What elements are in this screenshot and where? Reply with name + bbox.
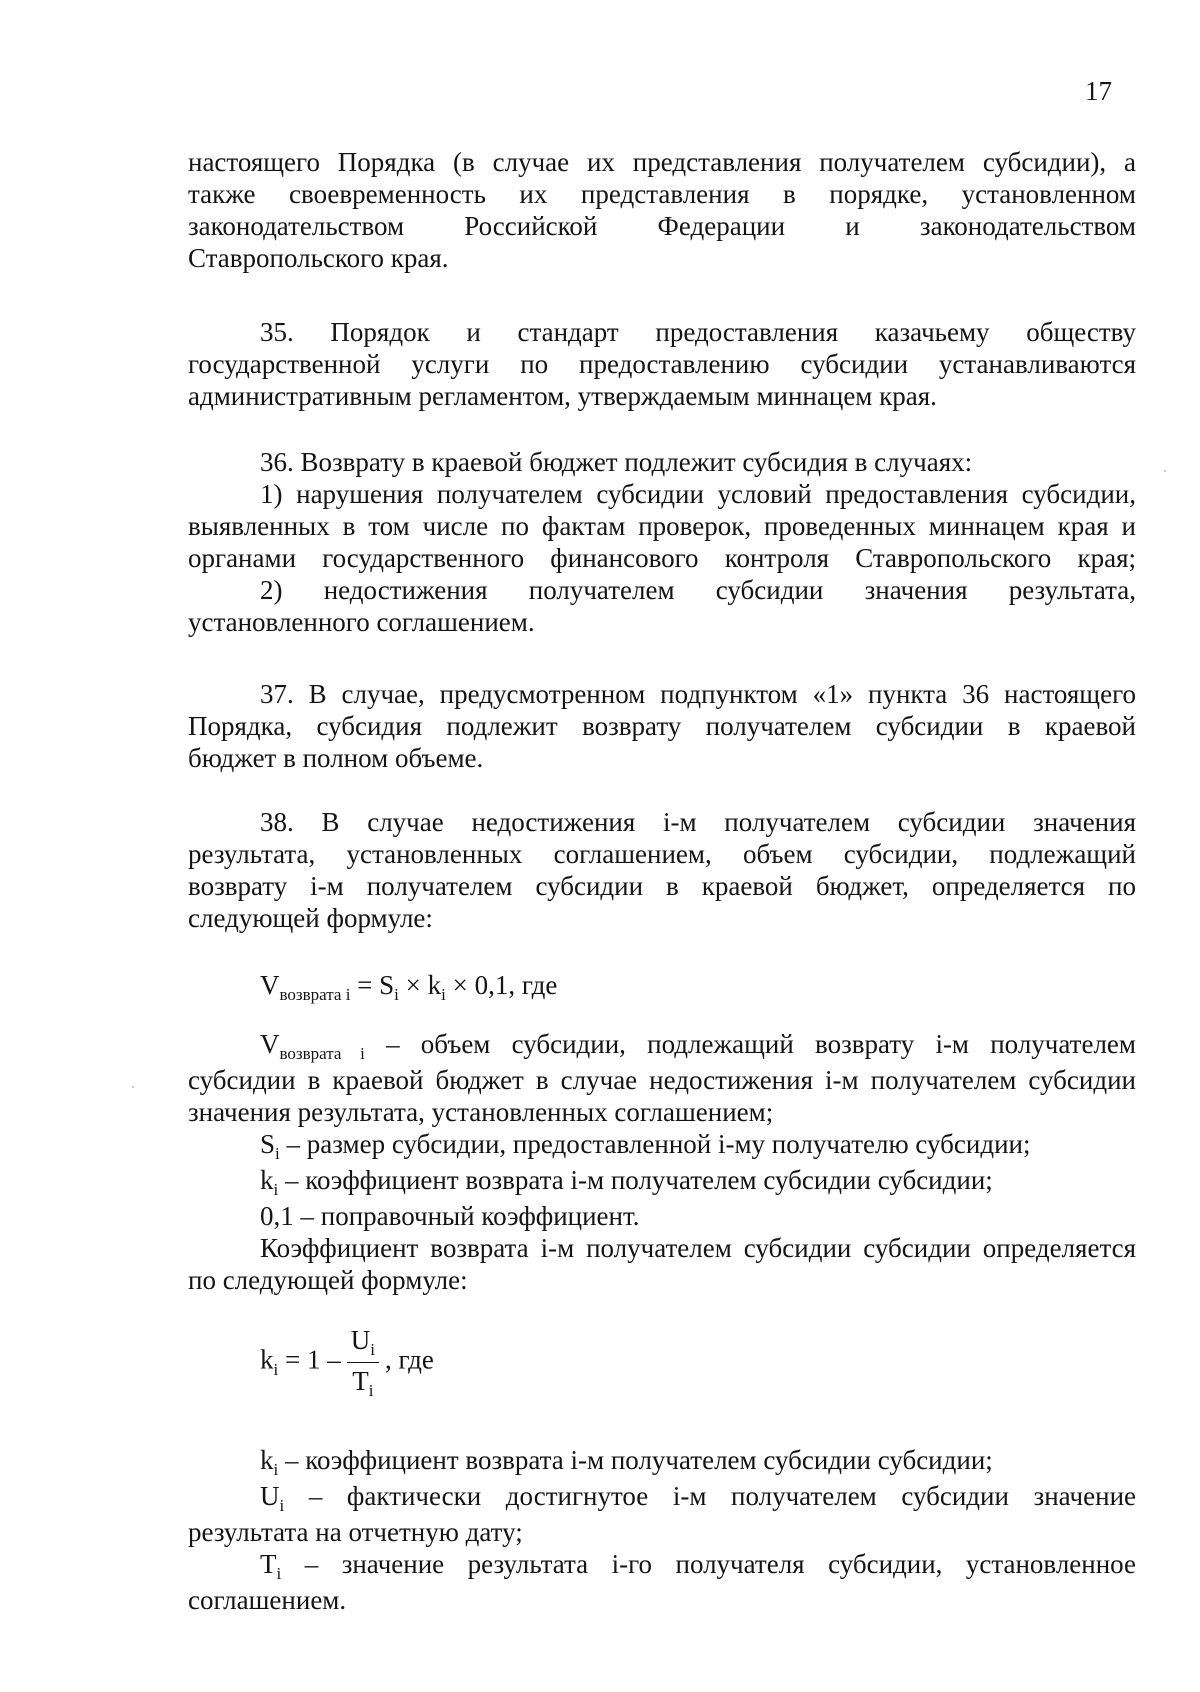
scan-speck bbox=[132, 1086, 134, 1088]
formula-subscript: i bbox=[273, 1359, 279, 1379]
intro-paragraph bbox=[188, 146, 1136, 274]
formula-text: = 1 – bbox=[278, 1344, 341, 1375]
definitions-block-2 bbox=[188, 1444, 1136, 1616]
formula-return-volume bbox=[260, 970, 558, 1004]
formula-subscript: i bbox=[441, 985, 446, 1004]
paragraph-37 bbox=[188, 678, 1136, 774]
text-line: 2) недостижения получателем субсидии значения результата, bbox=[260, 575, 1136, 605]
formula-subscript: возврата i bbox=[279, 1044, 365, 1063]
text-line: возврату i-м получателем субсидии в краевой бюджет, определяется по bbox=[188, 871, 1136, 901]
text-line: органами государственного финансового контроля Ставропольского края; bbox=[188, 543, 1136, 573]
text-line: результата, установленных соглашением, объем субсидии, подлежащий bbox=[188, 839, 1136, 869]
text-line: по следующей формуле: bbox=[188, 1265, 468, 1295]
fraction-denominator bbox=[347, 1365, 379, 1401]
formula-subscript: i bbox=[279, 1496, 285, 1515]
text-line: выявленных в том числе по фактам проверок, проведенных миннацем края и bbox=[188, 511, 1136, 541]
definitions-block bbox=[188, 1028, 1136, 1296]
formula-subscript: i bbox=[394, 985, 399, 1004]
definition-text: – объем субсидии, подлежащий возврату i-м получателем bbox=[364, 1029, 1136, 1059]
scan-speck bbox=[1164, 470, 1166, 472]
text-line: результата на отчетную дату; bbox=[188, 1517, 523, 1547]
formula-symbol: V bbox=[260, 1029, 280, 1059]
formula-return-coefficient bbox=[260, 1324, 434, 1401]
definition-text: – размер субсидии, предоставленной i-му получателю субсидии; bbox=[279, 1129, 1031, 1159]
formula-symbol: U bbox=[260, 1481, 280, 1511]
formula-subscript: i bbox=[273, 1460, 279, 1479]
formula-subscript: i bbox=[275, 1144, 280, 1163]
formula-text: , где bbox=[384, 1344, 434, 1375]
definition-text: – фактически достигнутое i-м получателем субсидии значение bbox=[284, 1481, 1136, 1511]
formula-symbol: k bbox=[260, 1165, 274, 1195]
text-line: административным регламентом, утверждаемым миннацем края. bbox=[188, 381, 937, 411]
page-number: 17 bbox=[1085, 76, 1112, 106]
text-line: бюджет в полном объеме. bbox=[188, 743, 484, 773]
text-line: следующей формуле: bbox=[188, 903, 433, 933]
formula-symbol: V bbox=[260, 970, 280, 1000]
definition-k bbox=[188, 1164, 1136, 1200]
text-line: 38. В случае недостижения i-м получателем субсидии значения bbox=[260, 807, 1136, 837]
paragraph-35 bbox=[188, 316, 1136, 412]
definition-s bbox=[188, 1128, 1136, 1164]
paragraph-38 bbox=[188, 806, 1136, 934]
text-line: 35. Порядок и стандарт предоставления казачьему обществу bbox=[260, 317, 1136, 347]
text-line: государственной услуги по предоставлению субсидии устанавливаются bbox=[188, 349, 1136, 379]
text-line: Коэффициент возврата i-м получателем субсидии субсидии определяется bbox=[260, 1233, 1136, 1263]
formula-symbol: k bbox=[260, 1344, 274, 1375]
formula-symbol: U bbox=[350, 1325, 371, 1355]
definition-correction: 0,1 – поправочный коэффициент. bbox=[260, 1201, 640, 1231]
formula-symbol: S bbox=[260, 1129, 276, 1159]
paragraph-36-heading: 36. Возврату в краевой бюджет подлежит субсидия в случаях: bbox=[260, 447, 973, 477]
formula-symbol: T bbox=[352, 1366, 369, 1396]
formula-text: = S bbox=[350, 970, 395, 1000]
formula-text: × 0,1, где bbox=[445, 970, 558, 1000]
text-line: 1) нарушения получателем субсидии условий предоставления субсидии, bbox=[260, 479, 1136, 509]
paragraph-36 bbox=[188, 446, 1136, 638]
text-line: 37. В случае, предусмотренном подпунктом «1» пункта 36 настоящего bbox=[260, 679, 1136, 709]
text-line: субсидии в краевой бюджет в случае недостижения i-м получателем субсидии bbox=[188, 1065, 1136, 1095]
text-line: установленного соглашением. bbox=[188, 607, 535, 637]
text-line: Ставропольского края. bbox=[188, 243, 449, 273]
formula-fraction bbox=[347, 1324, 379, 1401]
definition-v bbox=[188, 1028, 1136, 1064]
text-line: соглашением. bbox=[188, 1585, 347, 1615]
text-line: законодательством Российской Федерации и законодательством bbox=[188, 211, 1136, 241]
formula-subscript: i bbox=[276, 1564, 282, 1583]
definition-u bbox=[188, 1480, 1136, 1516]
text-line: также своевременность их представления в порядке, установленном bbox=[188, 179, 1136, 209]
formula-subscript: i bbox=[273, 1180, 279, 1199]
formula-text: × k bbox=[398, 970, 442, 1000]
text-line: значения результата, установленных соглашением; bbox=[188, 1097, 774, 1127]
definition-t bbox=[188, 1548, 1136, 1584]
formula-symbol: k bbox=[260, 1445, 274, 1475]
formula-subscript: i bbox=[368, 1381, 374, 1400]
definition-text: – значение результата i-го получателя субсидии, установленное bbox=[281, 1549, 1136, 1579]
fraction-numerator bbox=[347, 1324, 379, 1360]
text-line: Порядка, субсидия подлежит возврату получателем субсидии в краевой bbox=[188, 711, 1136, 741]
formula-symbol: T bbox=[260, 1549, 277, 1579]
definition-k2 bbox=[188, 1444, 1136, 1480]
definition-text: – коэффициент возврата i-м получателем субсидии субсидии; bbox=[278, 1165, 993, 1195]
formula-subscript: i bbox=[370, 1340, 375, 1359]
formula-subscript: возврата i bbox=[279, 985, 351, 1004]
definition-text: – коэффициент возврата i-м получателем субсидии субсидии; bbox=[278, 1445, 993, 1475]
text-line: настоящего Порядка (в случае их представления получателем субсидии), а bbox=[188, 147, 1136, 177]
fraction-bar bbox=[347, 1362, 379, 1363]
